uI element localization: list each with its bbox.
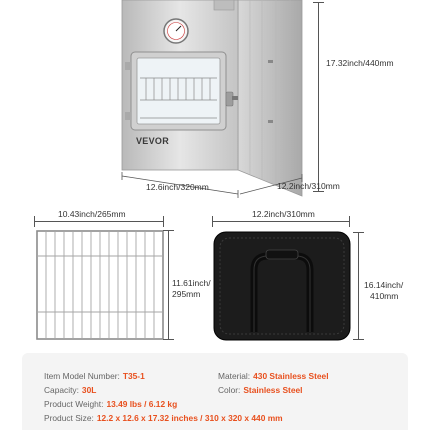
spec-capacity-value: 30L bbox=[81, 385, 97, 395]
spec-weight-value: 13.49 lbs / 6.12 kg bbox=[106, 399, 178, 409]
brand-logo: VEVOR bbox=[136, 136, 170, 146]
spec-size-value: 12.2 x 12.6 x 17.32 inches / 310 x 320 x 440 mm bbox=[96, 413, 283, 423]
spec-size bbox=[44, 413, 283, 423]
spec-capacity bbox=[44, 385, 96, 395]
rack-width-label: 10.43inch/265mm bbox=[58, 209, 126, 219]
spec-size-key: Product Size: bbox=[44, 413, 94, 423]
bag-height-label-2: 410mm bbox=[370, 291, 399, 301]
bag-height-tick-bottom bbox=[353, 339, 364, 340]
wire-rack-illustration bbox=[36, 230, 164, 340]
spec-weight-key: Product Weight: bbox=[44, 399, 104, 409]
rack-width-tick-right bbox=[163, 216, 164, 227]
spec-material-key: Material: bbox=[218, 371, 251, 381]
spec-material bbox=[218, 371, 329, 381]
spec-weight bbox=[44, 399, 177, 409]
spec-color-key: Color: bbox=[218, 385, 241, 395]
bag-height-label-1: 16.14inch/ bbox=[364, 280, 404, 290]
oven-width-label: 12.6inch/320mm bbox=[146, 182, 209, 192]
bag-width-tick-left bbox=[212, 216, 213, 227]
bag-width-label: 12.2inch/310mm bbox=[252, 209, 315, 219]
bag-width-line bbox=[212, 221, 350, 222]
rack-height-line bbox=[168, 230, 169, 340]
spec-model bbox=[44, 371, 145, 381]
rack-height-label-2: 295mm bbox=[172, 289, 201, 299]
spec-color-value: Stainless Steel bbox=[243, 385, 303, 395]
spec-color bbox=[218, 385, 302, 395]
spec-material-value: 430 Stainless Steel bbox=[253, 371, 329, 381]
rack-width-line bbox=[34, 221, 164, 222]
rack-width-tick-left bbox=[34, 216, 35, 227]
bag-width-tick-right bbox=[349, 216, 350, 227]
rack-height-tick-top bbox=[163, 230, 174, 231]
specs-panel bbox=[22, 353, 408, 430]
oven-depth-label: 12.2inch/310mm bbox=[277, 181, 340, 191]
spec-model-key: Item Model Number: bbox=[44, 371, 120, 381]
bag-height-tick-top bbox=[353, 232, 364, 233]
bag-height-line bbox=[358, 232, 359, 340]
spec-capacity-key: Capacity: bbox=[44, 385, 79, 395]
oven-height-label: 17.32inch/440mm bbox=[326, 58, 394, 68]
rack-height-tick-bottom bbox=[163, 339, 174, 340]
oven-width-line bbox=[0, 0, 430, 210]
carry-bag-illustration bbox=[210, 228, 355, 344]
rack-height-label-1: 11.61inch/ bbox=[172, 278, 211, 288]
spec-model-value: T35-1 bbox=[122, 371, 145, 381]
